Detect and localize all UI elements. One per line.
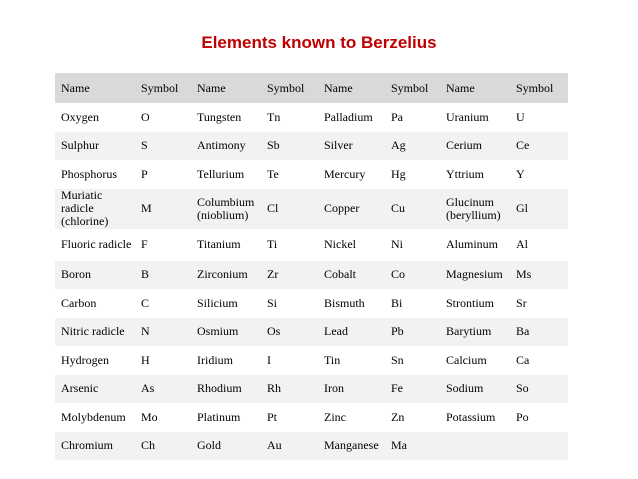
cell-symbol-2: Cl xyxy=(267,201,279,215)
cell-name-1: Muriatic radicle (chlorine) xyxy=(61,188,109,228)
cell-name-2: Silicium xyxy=(197,295,238,310)
cell-symbol-1: M xyxy=(141,201,152,215)
cell-symbol-1: F xyxy=(141,237,148,251)
cell-name-4 xyxy=(440,432,510,461)
cell-name-3: Tin xyxy=(324,352,341,367)
cell-name-3: Manganese xyxy=(324,438,379,453)
cell-name-3: Silver xyxy=(324,138,353,153)
cell-name-2: Gold xyxy=(197,438,221,453)
cell-name-3: Cobalt xyxy=(324,267,356,282)
cell-name-3: Copper xyxy=(324,201,360,215)
cell-name-1: Phosphorus xyxy=(61,166,118,181)
cell-symbol-2: Ti xyxy=(267,237,278,251)
page-title: Elements known to Berzelius xyxy=(201,33,437,52)
cell-symbol-3: Co xyxy=(391,267,406,282)
cell-symbol-1: Mo xyxy=(141,409,158,424)
cell-symbol-4: Al xyxy=(516,237,528,251)
cell-symbol-1: H xyxy=(141,352,150,367)
cell-name-1: Carbon xyxy=(61,295,97,310)
table-row xyxy=(55,432,568,461)
cell-symbol-3: Pb xyxy=(391,324,404,339)
cell-name-2: Columbium (nioblium) xyxy=(197,194,255,222)
cell-symbol-2: Rh xyxy=(267,381,282,396)
header-name-1: Name xyxy=(61,80,90,95)
cell-symbol-2: Zr xyxy=(267,267,279,282)
cell-symbol-2: Os xyxy=(267,324,281,339)
cell-name-1: Molybdenum xyxy=(61,409,126,424)
cell-name-4: Potassium xyxy=(446,409,496,424)
cell-symbol-4: Ms xyxy=(516,267,532,282)
cell-name-2: Osmium xyxy=(197,324,239,339)
cell-symbol-2: Tn xyxy=(267,109,281,124)
cell-name-3: Zinc xyxy=(324,409,346,424)
cell-name-2: Zirconium xyxy=(197,267,248,282)
cell-symbol-2: Pt xyxy=(267,409,278,424)
cell-name-4: Yttrium xyxy=(446,166,484,181)
cell-symbol-4: U xyxy=(516,109,525,124)
cell-name-1: Arsenic xyxy=(61,381,99,396)
cell-name-3: Nickel xyxy=(324,237,356,251)
cell-symbol-4: So xyxy=(516,381,529,396)
table-row xyxy=(55,189,568,229)
cell-symbol-1: O xyxy=(141,109,150,124)
table-row xyxy=(55,346,568,375)
cell-symbol-4 xyxy=(510,432,568,461)
cell-symbol-4: Ba xyxy=(516,324,530,339)
table-row xyxy=(55,229,568,261)
cell-symbol-3: Bi xyxy=(391,295,403,310)
cell-symbol-4: Sr xyxy=(516,295,527,310)
cell-name-3: Iron xyxy=(324,381,344,396)
cell-name-2: Tungsten xyxy=(197,109,242,124)
cell-name-1: Nitric radicle xyxy=(61,324,125,339)
cell-name-4: Glucinum (beryllium) xyxy=(446,194,501,222)
cell-name-4: Uranium xyxy=(446,109,489,124)
table-header-row xyxy=(55,73,568,103)
cell-symbol-1: B xyxy=(141,267,150,282)
table-row xyxy=(55,103,568,132)
cell-name-1: Chromium xyxy=(61,438,114,453)
cell-symbol-4: Ca xyxy=(516,352,530,367)
cell-symbol-3: Pa xyxy=(391,109,403,124)
cell-name-1: Fluoric radicle xyxy=(61,237,132,251)
cell-name-4: Aluminum xyxy=(446,237,499,251)
cell-symbol-2: Te xyxy=(267,166,279,181)
cell-name-1: Oxygen xyxy=(61,109,99,124)
table-row xyxy=(55,318,568,347)
table-row xyxy=(55,132,568,161)
header-name-3: Name xyxy=(324,80,353,95)
header-symbol-4: Symbol xyxy=(516,80,554,95)
header-name-2: Name xyxy=(197,80,226,95)
header-symbol-3: Symbol xyxy=(391,80,429,95)
cell-name-3: Bismuth xyxy=(324,295,365,310)
cell-symbol-3: Cu xyxy=(391,201,406,215)
cell-name-1: Hydrogen xyxy=(61,352,109,367)
cell-symbol-3: Zn xyxy=(391,409,405,424)
cell-name-4: Cerium xyxy=(446,138,482,153)
cell-symbol-2: Sb xyxy=(267,138,280,153)
table-body xyxy=(55,103,568,460)
cell-symbol-1: C xyxy=(141,295,150,310)
header-name-4: Name xyxy=(446,80,475,95)
cell-name-2: Iridium xyxy=(197,352,233,367)
header-symbol-1: Symbol xyxy=(141,80,179,95)
cell-name-4: Barytium xyxy=(446,324,492,339)
table-row xyxy=(55,160,568,189)
cell-symbol-2: Au xyxy=(267,438,282,453)
cell-name-2: Titanium xyxy=(197,237,241,251)
cell-symbol-1: As xyxy=(141,381,155,396)
cell-symbol-4: Po xyxy=(516,409,529,424)
cell-name-4: Strontium xyxy=(446,295,495,310)
cell-symbol-2: I xyxy=(267,352,271,367)
cell-name-4: Magnesium xyxy=(446,267,503,282)
cell-name-2: Antimony xyxy=(197,138,246,153)
cell-name-3: Lead xyxy=(324,324,348,339)
cell-name-2: Platinum xyxy=(197,409,241,424)
cell-name-3: Palladium xyxy=(324,109,373,124)
cell-symbol-1: S xyxy=(141,138,148,153)
elements-table xyxy=(55,73,568,460)
table-row xyxy=(55,261,568,290)
cell-symbol-3: Fe xyxy=(391,381,403,396)
cell-name-4: Calcium xyxy=(446,352,487,367)
cell-name-2: Rhodium xyxy=(197,381,242,396)
cell-name-2: Tellurium xyxy=(197,166,245,181)
cell-name-3: Mercury xyxy=(324,166,366,181)
cell-symbol-1: P xyxy=(141,166,148,181)
cell-symbol-3: Ni xyxy=(391,237,403,251)
table-row xyxy=(55,375,568,404)
cell-symbol-4: Y xyxy=(516,166,525,181)
cell-symbol-3: Ag xyxy=(391,138,406,153)
table-row xyxy=(55,403,568,432)
cell-symbol-3: Ma xyxy=(391,438,407,453)
cell-name-1: Boron xyxy=(61,267,91,282)
cell-symbol-3: Hg xyxy=(391,166,406,181)
cell-symbol-4: Ce xyxy=(516,138,530,153)
cell-name-4: Sodium xyxy=(446,381,484,396)
cell-symbol-1: N xyxy=(141,324,150,339)
cell-name-1: Sulphur xyxy=(61,138,100,153)
cell-symbol-2: Si xyxy=(267,295,278,310)
cell-symbol-4: Gl xyxy=(516,201,528,215)
table-row xyxy=(55,289,568,318)
cell-symbol-3: Sn xyxy=(391,352,404,367)
header-symbol-2: Symbol xyxy=(267,80,305,95)
cell-symbol-1: Ch xyxy=(141,438,156,453)
